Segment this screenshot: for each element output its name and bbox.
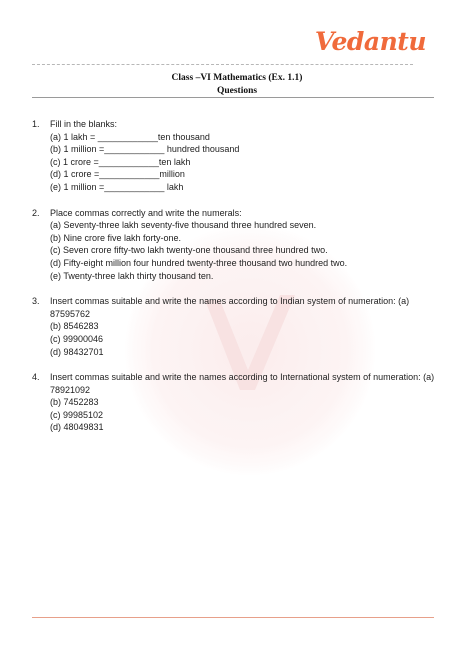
question-text: Insert commas suitable and write the names according to Indian system of numeration: (a) 87595762	[50, 296, 410, 319]
question-4	[32, 371, 442, 434]
question-1	[32, 118, 442, 194]
footer-divider	[32, 617, 434, 618]
question-text: Place commas correctly and write the numerals:	[50, 207, 242, 218]
question-item: (c) 1 crore =____________ten lakh	[50, 156, 191, 167]
question-item: (d) 1 crore =____________million	[50, 169, 185, 180]
question-number: 2.	[32, 207, 40, 218]
question-item: (c) 99985102	[50, 409, 104, 420]
page-header	[0, 72, 474, 98]
question-item: (d) 98432701	[50, 346, 104, 357]
question-3	[32, 295, 442, 358]
question-number: 3.	[32, 296, 40, 307]
question-item: (c) 99900046	[50, 333, 104, 344]
question-item: (d) 48049831	[50, 422, 104, 433]
question-item: (b) 8546283	[50, 321, 99, 332]
page-subtitle: Questions	[216, 86, 258, 96]
header-divider	[32, 97, 434, 98]
question-item: (b) Nine crore five lakh forty-one.	[50, 232, 182, 243]
question-item: (c) Seven crore fifty-two lakh twenty-one thousand three hundred two.	[50, 245, 328, 256]
top-divider	[32, 64, 413, 65]
question-item: (b) 7452283	[50, 397, 99, 408]
vedantu-logo: Vedantu	[314, 27, 426, 56]
question-item: (a) 1 lakh = ____________ten thousand	[50, 131, 210, 142]
question-item: (a) Seventy-three lakh seventy-five thousand three hundred seven.	[50, 220, 317, 231]
question-text: Insert commas suitable and write the names according to International system of numeration: (a) 78921092	[50, 372, 435, 395]
question-item: (b) 1 million =____________ hundred thousand	[50, 144, 240, 155]
question-item: (e) Twenty-three lakh thirty thousand ten.	[50, 270, 214, 281]
question-number: 1.	[32, 119, 40, 129]
question-text: Fill in the blanks:	[50, 119, 118, 129]
question-item: (e) 1 million =____________ lakh	[50, 181, 184, 192]
question-2	[32, 207, 442, 283]
page-title: Class –VI Mathematics (Ex. 1.1)	[171, 73, 303, 83]
question-number: 4.	[32, 372, 40, 383]
question-list	[32, 118, 442, 447]
question-item: (d) Fifty-eight million four hundred twenty-three thousand two hundred two.	[50, 257, 348, 268]
